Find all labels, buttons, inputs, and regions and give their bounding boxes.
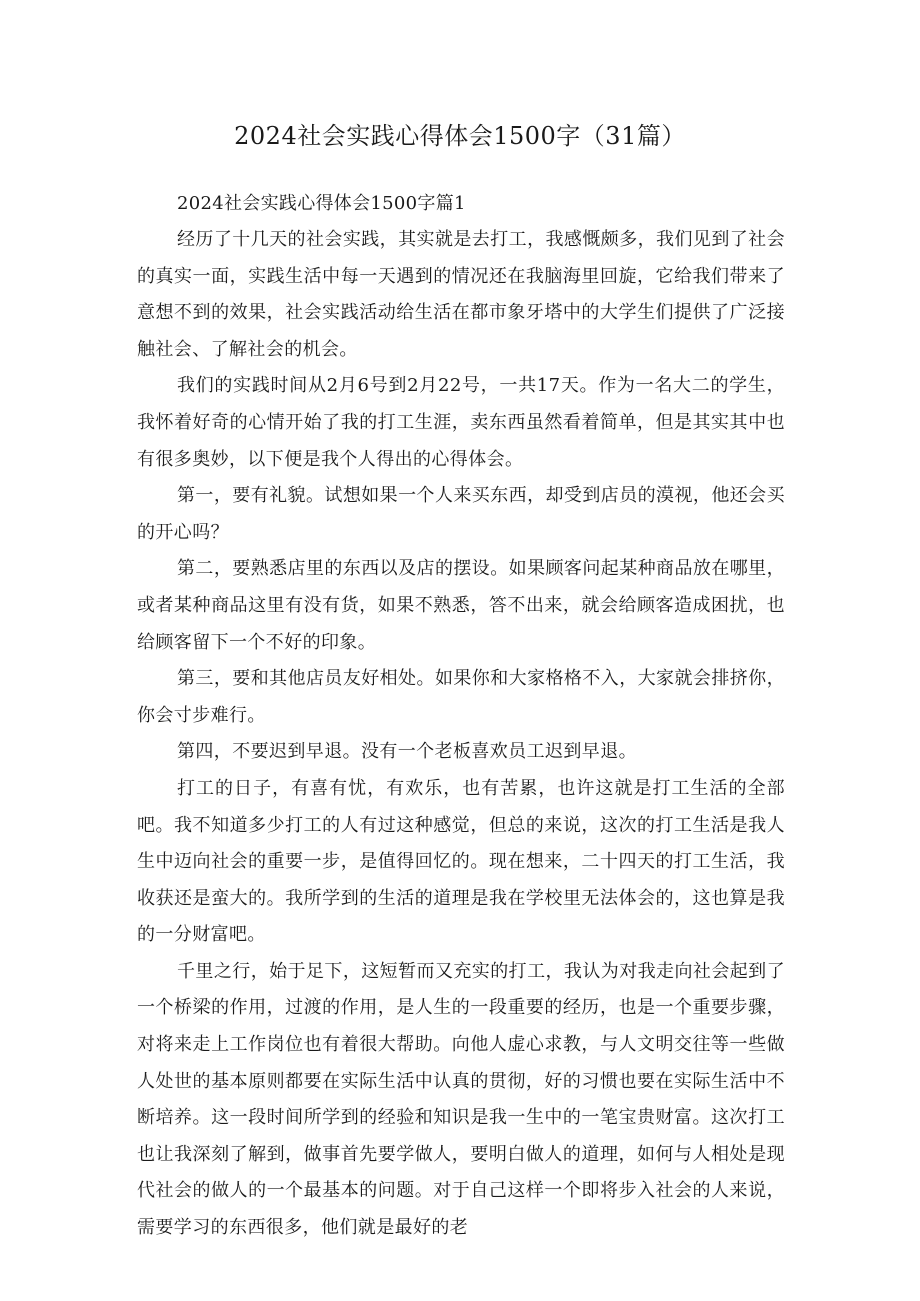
paragraph-6: 第四，不要迟到早退。没有一个老板喜欢员工迟到早退。 bbox=[177, 741, 637, 763]
paragraph-5: 第三，要和其他店员友好相处。如果你和大家格格不入，大家就会排挤你，你会寸步难行。 bbox=[137, 668, 785, 726]
paragraph-3: 第一，要有礼貌。试想如果一个人来买东西，却受到店员的漠视，他还会买的开心吗？ bbox=[137, 485, 785, 543]
paragraph-2: 我们的实践时间从2月6号到2月22号，一共17天。作为一名大二的学生，我怀着好奇的心情开始了我的打工生涯，卖东西虽然看着简单，但是其实其中也有很多奥妙，以下便是我个人得出的心得体会。 bbox=[137, 375, 785, 470]
document-body bbox=[137, 186, 785, 1247]
paragraph-7: 打工的日子，有喜有忧，有欢乐，也有苦累，也许这就是打工生活的全部吧。我不知道多少打工的人有过这种感觉，但总的来说，这次的打工生活是我人生中迈向社会的重要一步，是值得回忆的。现在想来，二十四天的打工生活，我收获还是蛮大的。我所学到的生活的道理是我在学校里无法体会的，这也算是我的一分财富吧。 bbox=[137, 777, 785, 946]
section-heading: 2024社会实践心得体会1500字篇1 bbox=[177, 193, 466, 214]
document-title: 2024社会实践心得体会1500字（31篇） bbox=[234, 122, 686, 150]
paragraph-4: 第二，要熟悉店里的东西以及店的摆设。如果顾客问起某种商品放在哪里，或者某种商品这里有没有货，如果不熟悉，答不出来，就会给顾客造成困扰，也给顾客留下一个不好的印象。 bbox=[137, 558, 785, 653]
paragraph-1: 经历了十几天的社会实践，其实就是去打工，我感慨颇多，我们见到了社会的真实一面，实践生活中每一天遇到的情况还在我脑海里回旋，它给我们带来了意想不到的效果，社会实践活动给生活在都市象牙塔中的大学生们提供了广泛接触社会、了解社会的机会。 bbox=[137, 229, 785, 360]
paragraph-8: 千里之行，始于足下，这短暂而又充实的打工，我认为对我走向社会起到了一个桥梁的作用，过渡的作用，是人生的一段重要的经历，也是一个重要步骤，对将来走上工作岗位也有着很大帮助。向他人虚心求教，与人文明交往等一些做人处世的基本原则都要在实际生活中认真的贯彻，好的习惯也要在实际生活中不断培养。这一段时间所学到的经验和知识是我一生中的一笔宝贵财富。这次打工也让我深刻了解到，做事首先要学做人，要明白做人的道理，如何与人相处是现代社会的做人的一个最基本的问题。对于自己这样一个即将步入社会的人来说，需要学习的东西很多，他们就是最好的老 bbox=[137, 960, 785, 1239]
